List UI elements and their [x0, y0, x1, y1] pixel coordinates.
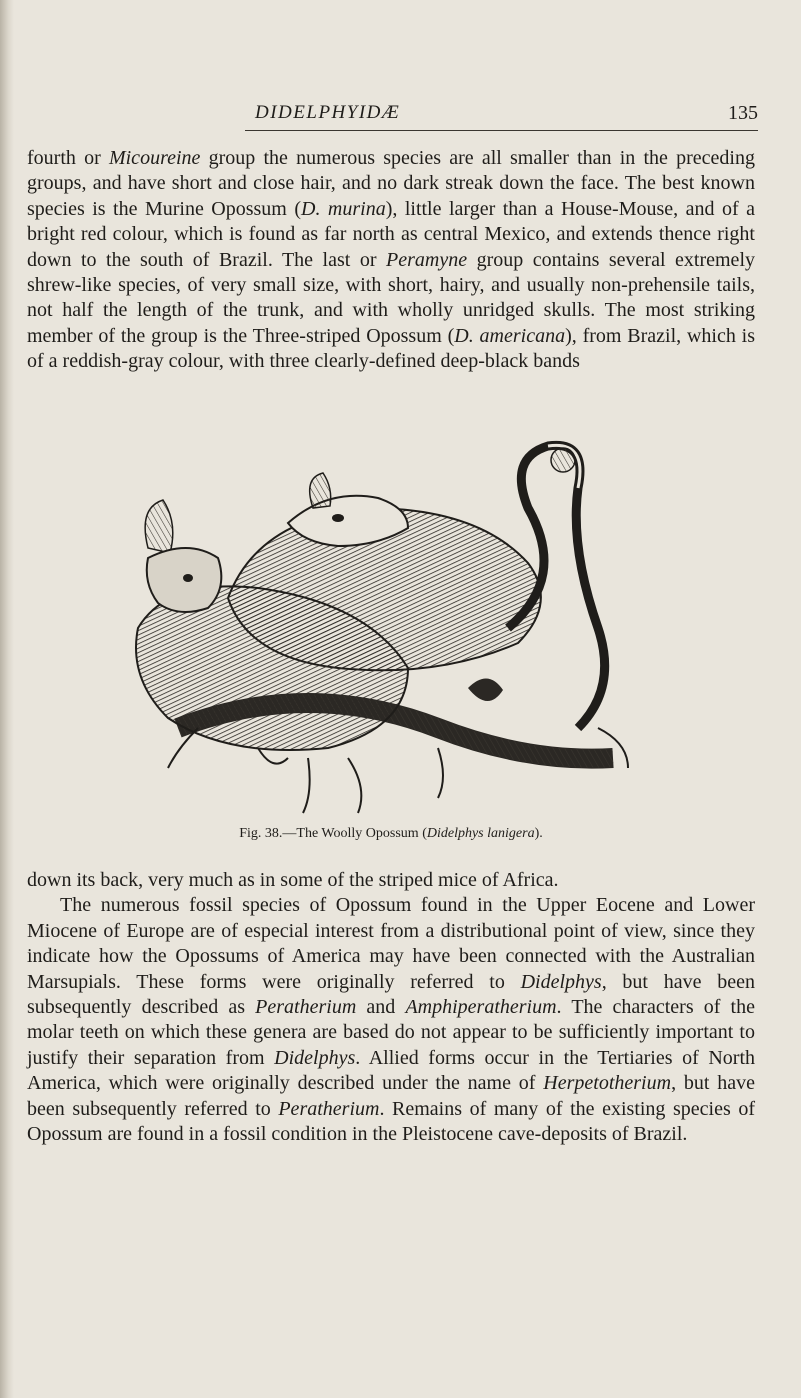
page-header [28, 100, 758, 134]
paragraph: The numerous fossil species of Opossum found in the Upper Eocene and Lower Miocene of Europe are of especial interest from a distributional point of view, since they indicate how the Opossums of America may have been connected with the Australian Marsupials. These forms were originally referred to Didelphys, but have been subsequently described as Peratherium and Amphiperatherium. The characters of the molar teeth on which these genera are based do not appear to be sufficiently important to justify their separation from Didelphys. Allied forms occur in the Tertiaries of North America, which were originally described under the name of Herpetotherium, but have been subsequently referred to Peratherium. Remains of many of the existing species of Opossum are found in a fossil condition in the Pleistocene cave-deposits of Brazil. [27, 894, 756, 1146]
header-rule [245, 130, 758, 131]
italic-term: Micoureine [108, 147, 201, 169]
italic-term: D. americana [454, 324, 566, 347]
page-gutter-shadow [0, 0, 14, 1398]
italic-term: Peratherium [278, 1097, 380, 1120]
italic-term: D. murina [301, 197, 386, 220]
running-head: DIDELPHYIDÆ [255, 102, 401, 123]
italic-term: Didelphys [274, 1046, 356, 1069]
italic-term: Didelphys [520, 970, 602, 993]
paragraph: down its back, very much as in some of the striped mice of Africa. [27, 869, 559, 891]
italic-term: Amphiperatherium [405, 996, 557, 1019]
figure-caption: Fig. 38.—The Woolly Opossum (Didelphys lanigera). [239, 826, 543, 841]
italic-term: Herpetotherium [543, 1072, 672, 1095]
italic-term: Peramyne [386, 248, 468, 271]
woolly-opossum-illustration [108, 428, 668, 822]
italic-term: Peratherium [255, 996, 357, 1019]
text-block-top [27, 146, 755, 375]
paragraph: fourth or Micoureine group the numerous species are all smaller than in the preceding groups, and have short and close hair, and no dark streak down the face. The best known species is the Murine Opossum (D. murina), little larger than a House-Mouse, and of a bright red colour, which is found as far north as central Mexico, and extends thence right down to the south of Brazil. The last or Peramyne group contains several extremely shrew-like species, of very small size, with short, hairy, and usually non-prehensile tails, not half the length of the trunk, and with wholly unridged skulls. The most striking member of the group is the Three-striped Opossum (D. americana), from Brazil, which is of a reddish-gray colour, with three clearly-defined deep-black bands [27, 147, 756, 373]
text-block-bottom [27, 868, 755, 1147]
page-number: 135 [728, 102, 758, 124]
